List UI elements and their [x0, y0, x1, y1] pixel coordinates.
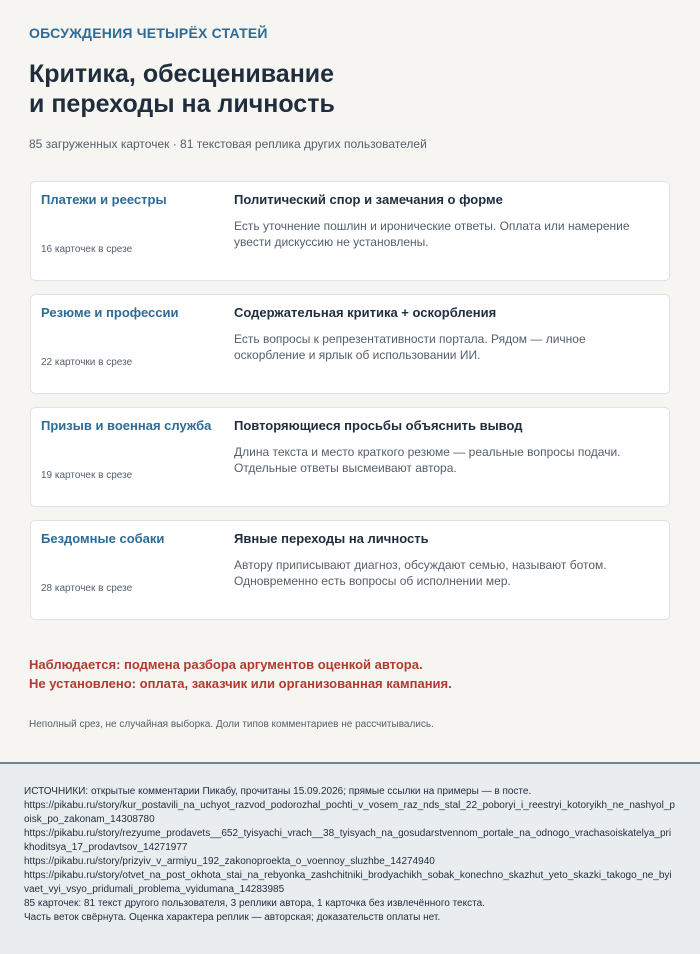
card-body: Автору приписывают диагноз, обсуждают семью, называют ботом. Одновременно есть вопросы об исполнении мер.	[234, 558, 607, 588]
card-heading: Повторяющиеся просьбы объяснить вывод	[234, 418, 523, 433]
topic-card-resumes	[30, 294, 670, 394]
sample-note: Неполный срез, не случайная выборка. Доли типов комментариев не рассчитывались.	[29, 719, 434, 730]
source-link[interactable]: https://pikabu.ru/story/rezyume_prodavets__652_tyisyachi_vrach__38_tyisyach_na_gosudarstvennom_portale_na_odnogo_vrachasoiskatelya_prikhoditsya_17_prodavtsov_14271977	[24, 828, 672, 853]
card-heading: Явные переходы на личность	[234, 531, 429, 546]
title-line-1: Критика, обесценивание	[29, 60, 335, 88]
card-topic: Призыв и военная служба	[41, 418, 212, 433]
card-body: Есть уточнение пошлин и иронические ответы. Оплата или намерение увести дискуссию не установлены.	[234, 219, 630, 249]
card-count: 19 карточек в срезе	[41, 470, 133, 481]
finding-observed: Наблюдается: подмена разбора аргументов оценкой автора.	[29, 657, 423, 672]
finding-not-established: Не установлено: оплата, заказчик или организованная кампания.	[29, 676, 452, 691]
sources-footer	[0, 762, 700, 954]
card-body: Есть вопросы к репрезентативности портала. Рядом — личное оскорбление и ярлык об использовании ИИ.	[234, 332, 586, 362]
card-count: 28 карточек в срезе	[41, 583, 133, 594]
sources-intro: ИСТОЧНИКИ: открытые комментарии Пикабу, прочитаны 15.09.2026; прямые ссылки на примеры — в посте.	[24, 786, 532, 797]
topic-card-stray-dogs	[30, 520, 670, 620]
source-link[interactable]: https://pikabu.ru/story/prizyiv_v_armiyu_192_zakonoproekta_o_voennoy_sluzhbe_14274940	[24, 856, 435, 867]
title-line-2: и переходы на личность	[29, 90, 335, 118]
page-subtitle: 85 загруженных карточек · 81 текстовая реплика других пользователей	[29, 137, 427, 151]
topic-card-conscription	[30, 407, 670, 507]
method-caveat: Часть веток свёрнута. Оценка характера реплик — авторская; доказательств оплаты нет.	[24, 912, 441, 923]
card-topic: Бездомные собаки	[41, 531, 165, 546]
kicker: ОБСУЖДЕНИЯ ЧЕТЫРЁХ СТАТЕЙ	[29, 25, 268, 41]
card-topic: Резюме и профессии	[41, 305, 179, 320]
card-heading: Содержательная критика + оскорбления	[234, 305, 497, 320]
card-body: Длина текста и место краткого резюме — реальные вопросы подачи. Отдельные ответы высмеивают автора.	[234, 445, 621, 475]
topic-card-payments	[30, 181, 670, 281]
source-link[interactable]: https://pikabu.ru/story/otvet_na_post_okhota_stai_na_rebyonka_zashchitniki_brodyachikh_sobak_konechno_skazhut_yeto_skazki_takogo_ne_byivaet_vyi_vsyo_pridumali_problema_vyidumana_14283985	[24, 870, 672, 895]
page-title	[29, 59, 629, 119]
card-topic: Платежи и реестры	[41, 192, 167, 207]
source-link[interactable]: https://pikabu.ru/story/kur_postavili_na_uchyot_razvod_podorozhal_pochti_v_vosem_raz_nds_stal_22_poboryi_i_reestryi_kotoryikh_ne_nashyol_poisk_po_zakonam_14308780	[24, 800, 675, 825]
sample-stats: 85 карточек: 81 текст другого пользователя, 3 реплики автора, 1 карточка без извлечённого текста.	[24, 898, 485, 909]
card-count: 16 карточек в срезе	[41, 244, 133, 255]
card-count: 22 карточки в срезе	[41, 357, 133, 368]
card-heading: Политический спор и замечания о форме	[234, 192, 503, 207]
